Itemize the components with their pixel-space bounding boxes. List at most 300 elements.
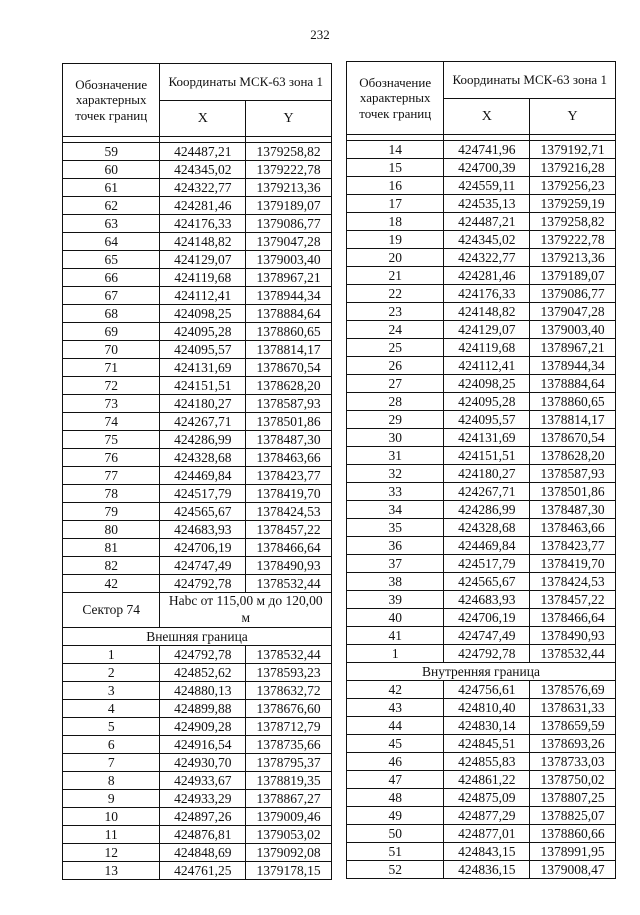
table-row: [347, 501, 616, 519]
y-value: 1378735,66: [246, 735, 332, 753]
point-id: 5: [63, 717, 160, 735]
x-value: 424151,51: [444, 447, 530, 465]
table-row: [347, 357, 616, 375]
table-row: [63, 539, 332, 557]
y-value: 1378501,86: [246, 413, 332, 431]
point-id: 13: [63, 861, 160, 879]
x-value: 424855,83: [444, 753, 530, 771]
x-value: 424119,68: [160, 269, 246, 287]
header-coordinate-system: Координаты МСК-63 зона 1: [444, 62, 616, 99]
point-id: 50: [347, 825, 444, 843]
x-value: 424176,33: [444, 285, 530, 303]
x-value: 424322,77: [444, 249, 530, 267]
point-id: 10: [63, 807, 160, 825]
point-id: 18: [347, 213, 444, 231]
table-row: [347, 393, 616, 411]
y-value: 1378967,21: [246, 269, 332, 287]
point-id: 20: [347, 249, 444, 267]
point-id: 69: [63, 323, 160, 341]
y-value: 1378733,03: [530, 753, 616, 771]
point-id: 37: [347, 555, 444, 573]
header-x: X: [444, 99, 530, 135]
y-value: 1378532,44: [246, 645, 332, 663]
y-value: 1378632,72: [246, 681, 332, 699]
x-value: 424845,51: [444, 735, 530, 753]
table-row: [347, 249, 616, 267]
table-row: [347, 303, 616, 321]
point-id: 14: [347, 141, 444, 159]
table-row: [347, 699, 616, 717]
x-value: 424559,11: [444, 177, 530, 195]
x-value: 424565,67: [444, 573, 530, 591]
y-value: 1378457,22: [530, 591, 616, 609]
y-value: 1378631,33: [530, 699, 616, 717]
table-row: [63, 735, 332, 753]
point-id: 36: [347, 537, 444, 555]
table-row: [347, 519, 616, 537]
y-value: 1378423,77: [530, 537, 616, 555]
table-row: [63, 449, 332, 467]
table-row: [347, 753, 616, 771]
x-value: 424830,14: [444, 717, 530, 735]
y-value: 1378814,17: [530, 411, 616, 429]
point-id: 49: [347, 807, 444, 825]
point-id: 19: [347, 231, 444, 249]
point-id: 51: [347, 843, 444, 861]
y-value: 1378814,17: [246, 341, 332, 359]
x-value: 424747,49: [444, 627, 530, 645]
point-id: 22: [347, 285, 444, 303]
x-value: 424683,93: [160, 521, 246, 539]
coordinates-table-right: [346, 61, 616, 879]
x-value: 424112,41: [444, 357, 530, 375]
point-id: 65: [63, 251, 160, 269]
x-value: 424267,71: [160, 413, 246, 431]
x-value: 424469,84: [444, 537, 530, 555]
y-value: 1379259,19: [530, 195, 616, 213]
x-value: 424565,67: [160, 503, 246, 521]
table-row: [347, 375, 616, 393]
y-value: 1378991,95: [530, 843, 616, 861]
y-value: 1378628,20: [530, 447, 616, 465]
x-value: 424933,29: [160, 789, 246, 807]
table-row: [63, 161, 332, 179]
x-value: 424180,27: [160, 395, 246, 413]
x-value: 424933,67: [160, 771, 246, 789]
x-value: 424151,51: [160, 377, 246, 395]
x-value: 424876,81: [160, 825, 246, 843]
y-value: 1378576,69: [530, 681, 616, 699]
table-row: [63, 771, 332, 789]
y-value: 1378490,93: [246, 557, 332, 575]
x-value: 424706,19: [160, 539, 246, 557]
point-id: 47: [347, 771, 444, 789]
x-value: 424909,28: [160, 717, 246, 735]
table-row: [63, 467, 332, 485]
point-id: 76: [63, 449, 160, 467]
table-row: [63, 143, 332, 161]
x-value: 424328,68: [160, 449, 246, 467]
x-value: 424095,57: [160, 341, 246, 359]
y-value: 1379192,71: [530, 141, 616, 159]
y-value: 1378676,60: [246, 699, 332, 717]
y-value: 1379222,78: [246, 161, 332, 179]
table-row: [347, 321, 616, 339]
y-value: 1378424,53: [530, 573, 616, 591]
x-value: 424281,46: [160, 197, 246, 215]
x-value: 424916,54: [160, 735, 246, 753]
point-id: 3: [63, 681, 160, 699]
boundary-title-inner: Внутренняя граница: [347, 663, 616, 681]
x-value: 424176,33: [160, 215, 246, 233]
y-value: 1378884,64: [246, 305, 332, 323]
table-row: [63, 413, 332, 431]
point-id: 80: [63, 521, 160, 539]
sector-height-note: Нabc от 115,00 м до 120,00 м: [160, 593, 332, 628]
y-value: 1379047,28: [246, 233, 332, 251]
table-row: [347, 861, 616, 879]
y-value: 1379009,46: [246, 807, 332, 825]
x-value: 424129,07: [444, 321, 530, 339]
x-value: 424469,84: [160, 467, 246, 485]
point-id: 27: [347, 375, 444, 393]
y-value: 1378419,70: [246, 485, 332, 503]
y-value: 1379047,28: [530, 303, 616, 321]
table-row: [347, 627, 616, 645]
x-value: 424810,40: [444, 699, 530, 717]
x-value: 424897,26: [160, 807, 246, 825]
x-value: 424267,71: [444, 483, 530, 501]
x-value: 424899,88: [160, 699, 246, 717]
x-value: 424119,68: [444, 339, 530, 357]
table-row: [63, 717, 332, 735]
table-row: [347, 339, 616, 357]
y-value: 1378867,27: [246, 789, 332, 807]
point-id: 81: [63, 539, 160, 557]
y-value: 1378628,20: [246, 377, 332, 395]
y-value: 1378532,44: [530, 645, 616, 663]
y-value: 1378825,07: [530, 807, 616, 825]
y-value: 1378593,23: [246, 663, 332, 681]
table-row: [347, 285, 616, 303]
y-value: 1378860,65: [246, 323, 332, 341]
table-row: [63, 699, 332, 717]
point-id: 12: [63, 843, 160, 861]
point-id: 33: [347, 483, 444, 501]
table-row: [63, 503, 332, 521]
point-id: 4: [63, 699, 160, 717]
x-value: 424487,21: [160, 143, 246, 161]
y-value: 1379213,36: [246, 179, 332, 197]
x-value: 424098,25: [444, 375, 530, 393]
header-y: Y: [530, 99, 616, 135]
header-point-label: Обозначение характерных точек границ: [347, 62, 444, 135]
table-row: [63, 663, 332, 681]
point-id: 75: [63, 431, 160, 449]
point-id: 15: [347, 159, 444, 177]
x-value: 424875,09: [444, 789, 530, 807]
x-value: 424700,39: [444, 159, 530, 177]
x-value: 424792,78: [444, 645, 530, 663]
point-id: 28: [347, 393, 444, 411]
point-id: 21: [347, 267, 444, 285]
y-value: 1379086,77: [530, 285, 616, 303]
point-id: 40: [347, 609, 444, 627]
y-value: 1378490,93: [530, 627, 616, 645]
table-row: [63, 681, 332, 699]
x-value: 424148,82: [444, 303, 530, 321]
table-row: [347, 213, 616, 231]
point-id: 34: [347, 501, 444, 519]
table-row: [347, 465, 616, 483]
x-value: 424880,13: [160, 681, 246, 699]
point-id: 25: [347, 339, 444, 357]
y-value: 1378712,79: [246, 717, 332, 735]
point-id: 23: [347, 303, 444, 321]
y-value: 1378419,70: [530, 555, 616, 573]
boundary-title-outer: Внешняя граница: [63, 627, 332, 645]
point-id: 68: [63, 305, 160, 323]
table-row: [63, 843, 332, 861]
table-row: [63, 789, 332, 807]
y-value: 1379189,07: [246, 197, 332, 215]
point-id: 62: [63, 197, 160, 215]
y-value: 1378463,66: [530, 519, 616, 537]
x-value: 424535,13: [444, 195, 530, 213]
y-value: 1379258,82: [246, 143, 332, 161]
point-id: 32: [347, 465, 444, 483]
point-id: 45: [347, 735, 444, 753]
table-row: [347, 591, 616, 609]
point-id: 24: [347, 321, 444, 339]
table-row: [63, 287, 332, 305]
point-id: 64: [63, 233, 160, 251]
x-value: 424131,69: [160, 359, 246, 377]
point-id: 38: [347, 573, 444, 591]
x-value: 424930,70: [160, 753, 246, 771]
x-value: 424683,93: [444, 591, 530, 609]
x-value: 424112,41: [160, 287, 246, 305]
table-row: [63, 377, 332, 395]
y-value: 1379008,47: [530, 861, 616, 879]
x-value: 424095,28: [444, 393, 530, 411]
y-value: 1378670,54: [530, 429, 616, 447]
y-value: 1379189,07: [530, 267, 616, 285]
y-value: 1378860,66: [530, 825, 616, 843]
point-id: 31: [347, 447, 444, 465]
y-value: 1378819,35: [246, 771, 332, 789]
point-id: 30: [347, 429, 444, 447]
y-value: 1379003,40: [246, 251, 332, 269]
x-value: 424517,79: [444, 555, 530, 573]
y-value: 1379092,08: [246, 843, 332, 861]
x-value: 424281,46: [444, 267, 530, 285]
point-id: 73: [63, 395, 160, 413]
table-row: [63, 197, 332, 215]
y-value: 1378424,53: [246, 503, 332, 521]
y-value: 1378944,34: [246, 287, 332, 305]
table-row: [347, 825, 616, 843]
x-value: 424328,68: [444, 519, 530, 537]
y-value: 1378944,34: [530, 357, 616, 375]
x-value: 424877,29: [444, 807, 530, 825]
point-id: 48: [347, 789, 444, 807]
boundary-row: [63, 627, 332, 645]
y-value: 1378693,26: [530, 735, 616, 753]
table-row: [63, 431, 332, 449]
y-value: 1379053,02: [246, 825, 332, 843]
point-id: 17: [347, 195, 444, 213]
point-id: 2: [63, 663, 160, 681]
y-value: 1378466,64: [246, 539, 332, 557]
table-row: [347, 843, 616, 861]
y-value: 1378532,44: [246, 575, 332, 593]
point-id: 77: [63, 467, 160, 485]
table-row: [347, 429, 616, 447]
table-row: [63, 557, 332, 575]
point-id: 39: [347, 591, 444, 609]
point-id: 7: [63, 753, 160, 771]
sector-label: Сектор 74: [63, 593, 160, 628]
y-value: 1378587,93: [530, 465, 616, 483]
y-value: 1379216,28: [530, 159, 616, 177]
y-value: 1378807,25: [530, 789, 616, 807]
point-id: 82: [63, 557, 160, 575]
y-value: 1378860,65: [530, 393, 616, 411]
point-id: 63: [63, 215, 160, 233]
table-row: [347, 195, 616, 213]
x-value: 424792,78: [160, 645, 246, 663]
table-row: [347, 141, 616, 159]
y-value: 1378750,02: [530, 771, 616, 789]
table-row: [63, 753, 332, 771]
point-id: 16: [347, 177, 444, 195]
point-id: 35: [347, 519, 444, 537]
x-value: 424706,19: [444, 609, 530, 627]
table-row: [347, 555, 616, 573]
point-id: 1: [347, 645, 444, 663]
y-value: 1378884,64: [530, 375, 616, 393]
x-value: 424877,01: [444, 825, 530, 843]
table-row: [347, 447, 616, 465]
table-row: [347, 609, 616, 627]
header-point-label: Обозначение характерных точек границ: [63, 64, 160, 137]
table-row: [347, 231, 616, 249]
table-row: [63, 323, 332, 341]
point-id: 11: [63, 825, 160, 843]
table-row: [63, 359, 332, 377]
sector-row: [63, 593, 332, 628]
point-id: 70: [63, 341, 160, 359]
table-row: [347, 717, 616, 735]
x-value: 424345,02: [160, 161, 246, 179]
point-id: 74: [63, 413, 160, 431]
point-id: 46: [347, 753, 444, 771]
table-row: [63, 575, 332, 593]
point-id: 8: [63, 771, 160, 789]
y-value: 1379086,77: [246, 215, 332, 233]
x-value: 424148,82: [160, 233, 246, 251]
y-value: 1379213,36: [530, 249, 616, 267]
table-row: [347, 735, 616, 753]
table-row: [63, 251, 332, 269]
y-value: 1379256,23: [530, 177, 616, 195]
y-value: 1378501,86: [530, 483, 616, 501]
table-row: [347, 159, 616, 177]
x-value: 424131,69: [444, 429, 530, 447]
table-row: [63, 395, 332, 413]
x-value: 424487,21: [444, 213, 530, 231]
table-row: [63, 521, 332, 539]
y-value: 1378587,93: [246, 395, 332, 413]
page-number: 232: [310, 27, 330, 42]
table-row: [347, 807, 616, 825]
y-value: 1379222,78: [530, 231, 616, 249]
x-value: 424129,07: [160, 251, 246, 269]
y-value: 1378423,77: [246, 467, 332, 485]
x-value: 424322,77: [160, 179, 246, 197]
table-row: [63, 485, 332, 503]
x-value: 424345,02: [444, 231, 530, 249]
y-value: 1379003,40: [530, 321, 616, 339]
point-id: 43: [347, 699, 444, 717]
point-id: 79: [63, 503, 160, 521]
x-value: 424517,79: [160, 485, 246, 503]
x-value: 424286,99: [160, 431, 246, 449]
header-y: Y: [246, 101, 332, 137]
table-row: [63, 179, 332, 197]
point-id: 41: [347, 627, 444, 645]
table-row: [63, 861, 332, 879]
table-row: [63, 825, 332, 843]
x-value: 424861,22: [444, 771, 530, 789]
point-id: 44: [347, 717, 444, 735]
x-value: 424747,49: [160, 557, 246, 575]
table-row: [347, 267, 616, 285]
table-row: [63, 305, 332, 323]
y-value: 1378670,54: [246, 359, 332, 377]
y-value: 1378487,30: [530, 501, 616, 519]
y-value: 1378466,64: [530, 609, 616, 627]
y-value: 1379178,15: [246, 861, 332, 879]
point-id: 6: [63, 735, 160, 753]
point-id: 71: [63, 359, 160, 377]
y-value: 1378967,21: [530, 339, 616, 357]
table-row: [347, 771, 616, 789]
point-id: 9: [63, 789, 160, 807]
table-row: [63, 645, 332, 663]
point-id: 72: [63, 377, 160, 395]
y-value: 1378463,66: [246, 449, 332, 467]
table-row: [347, 645, 616, 663]
point-id: 67: [63, 287, 160, 305]
table-row: [347, 177, 616, 195]
y-value: 1378487,30: [246, 431, 332, 449]
boundary-row: [347, 663, 616, 681]
x-value: 424836,15: [444, 861, 530, 879]
x-value: 424095,28: [160, 323, 246, 341]
y-value: 1379258,82: [530, 213, 616, 231]
x-value: 424286,99: [444, 501, 530, 519]
point-id: 26: [347, 357, 444, 375]
header-coordinate-system: Координаты МСК-63 зона 1: [160, 64, 332, 101]
x-value: 424095,57: [444, 411, 530, 429]
point-id: 60: [63, 161, 160, 179]
y-value: 1378659,59: [530, 717, 616, 735]
table-row: [63, 341, 332, 359]
x-value: 424792,78: [160, 575, 246, 593]
x-value: 424848,69: [160, 843, 246, 861]
